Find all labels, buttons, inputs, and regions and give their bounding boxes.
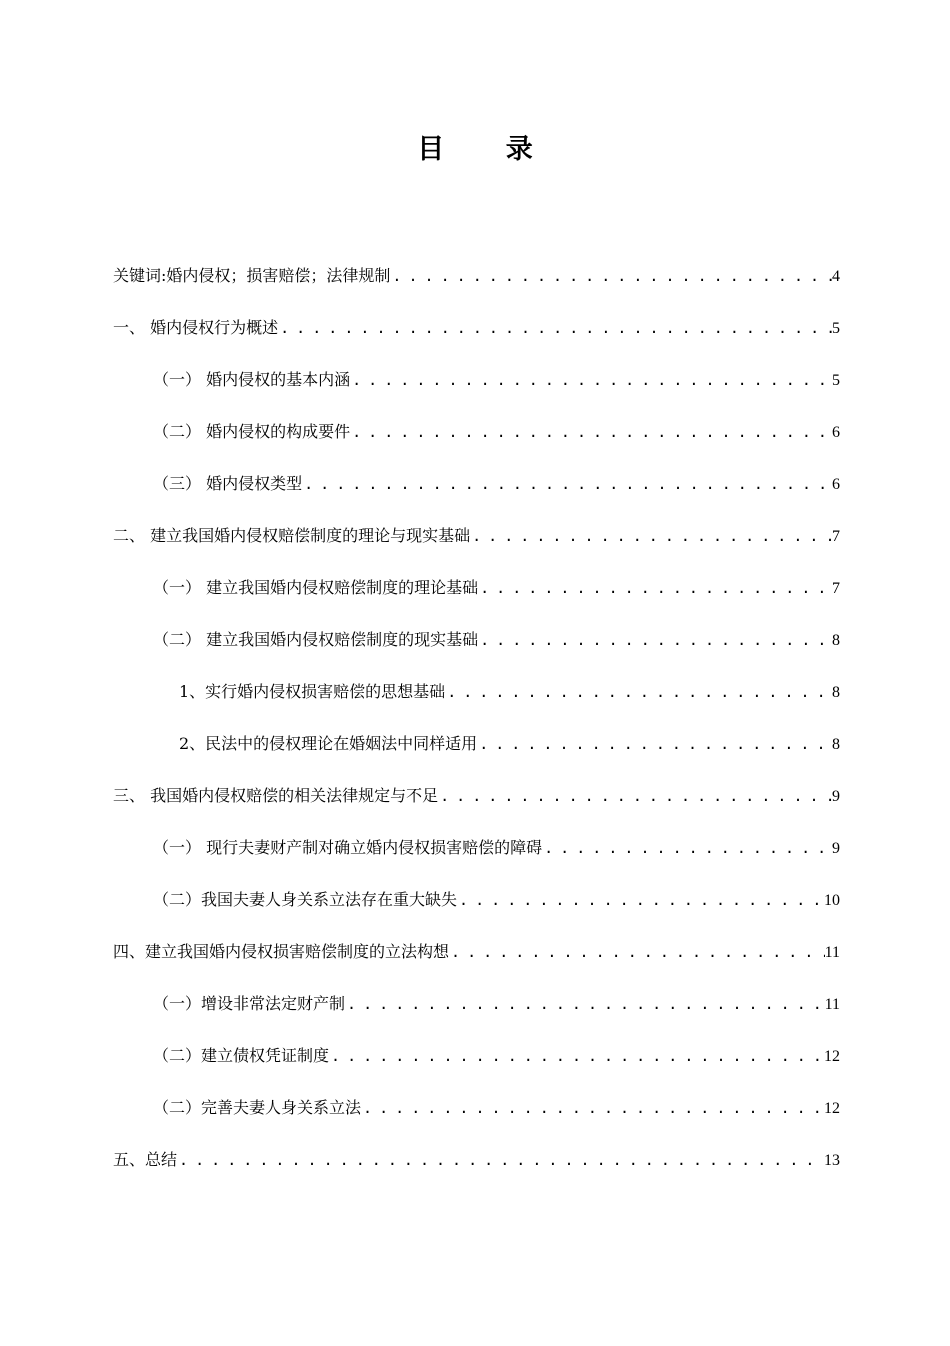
toc-entry-text: （二）建立债权凭证制度 <box>153 1046 330 1065</box>
toc-title: 目 录 <box>417 134 559 165</box>
toc-dot-leader <box>345 989 825 1019</box>
toc-dot-leader <box>390 261 832 291</box>
toc-entry[interactable] <box>113 729 840 781</box>
toc-entry-text: 二、 建立我国婚内侵权赔偿制度的理论与现实基础 <box>113 526 471 545</box>
toc-page-number: 12 <box>824 1048 840 1065</box>
toc-page-number: 9 <box>832 840 840 857</box>
toc-page-number: 9 <box>832 788 840 805</box>
toc-entry[interactable] <box>113 1145 840 1197</box>
toc-dot-leader <box>302 469 832 499</box>
toc-entry[interactable] <box>113 833 840 885</box>
toc-entry-text: 三、 我国婚内侵权赔偿的相关法律规定与不足 <box>113 786 439 805</box>
toc-page-number: 11 <box>824 944 840 961</box>
toc-entry[interactable] <box>113 521 840 573</box>
toc-entry[interactable] <box>113 989 840 1041</box>
toc-entry[interactable] <box>113 625 840 677</box>
toc-entry[interactable] <box>113 469 840 521</box>
toc-page-number: 13 <box>824 1152 840 1169</box>
toc-entry[interactable] <box>113 573 840 625</box>
toc-dot-leader <box>278 313 832 343</box>
toc-dot-leader <box>457 885 824 915</box>
table-of-contents <box>113 261 840 1197</box>
toc-dot-leader <box>478 573 832 603</box>
toc-page-number: 5 <box>832 320 840 337</box>
toc-entry[interactable] <box>113 261 840 313</box>
toc-page-number: 7 <box>832 580 840 597</box>
toc-entry-text: （三） 婚内侵权类型 <box>153 474 303 493</box>
toc-dot-leader <box>477 729 832 759</box>
toc-dot-leader <box>445 677 832 707</box>
toc-entry[interactable] <box>113 885 840 937</box>
toc-dot-leader <box>350 417 832 447</box>
toc-dot-leader <box>329 1041 824 1071</box>
toc-entry-text: （一） 建立我国婚内侵权赔偿制度的理论基础 <box>153 578 479 597</box>
toc-entry-text: 四、建立我国婚内侵权损害赔偿制度的立法构想 <box>113 942 450 961</box>
toc-page-number: 11 <box>824 996 840 1013</box>
toc-entry-text: （二） 建立我国婚内侵权赔偿制度的现实基础 <box>153 630 479 649</box>
toc-dot-leader <box>438 781 832 811</box>
toc-page-number: 10 <box>824 892 840 909</box>
toc-dot-leader <box>478 625 832 655</box>
toc-entry-text: （二） 婚内侵权的构成要件 <box>153 422 351 441</box>
toc-entry[interactable] <box>113 677 840 729</box>
toc-entry[interactable] <box>113 1093 840 1145</box>
toc-page-number: 8 <box>832 684 840 701</box>
toc-entry[interactable] <box>113 781 840 833</box>
toc-dot-leader <box>542 833 832 863</box>
toc-entry[interactable] <box>113 1041 840 1093</box>
toc-page-number: 7 <box>832 528 840 545</box>
toc-entry-text: （一） 婚内侵权的基本内涵 <box>153 370 351 389</box>
toc-entry-text: （一） 现行夫妻财产制对确立婚内侵权损害赔偿的障碍 <box>153 838 543 857</box>
toc-entry-text: 五、总结 <box>113 1150 178 1169</box>
toc-page-number: 6 <box>832 424 840 441</box>
toc-dot-leader <box>350 365 832 395</box>
toc-page-number: 8 <box>832 632 840 649</box>
toc-dot-leader <box>361 1093 824 1123</box>
toc-entry[interactable] <box>113 937 840 989</box>
toc-page-number: 12 <box>824 1100 840 1117</box>
toc-entry-text: 2、民法中的侵权理论在婚姻法中同样适用 <box>179 734 478 753</box>
toc-entry-text: 1、实行婚内侵权损害赔偿的思想基础 <box>179 682 446 701</box>
toc-dot-leader <box>449 937 825 967</box>
toc-page-number: 5 <box>832 372 840 389</box>
toc-entry-text: （一）增设非常法定财产制 <box>153 994 346 1013</box>
toc-page-number: 6 <box>832 476 840 493</box>
toc-page-number: 8 <box>832 736 840 753</box>
toc-entry-text: （二）完善夫妻人身关系立法 <box>153 1098 362 1117</box>
toc-entry-text: 一、 婚内侵权行为概述 <box>113 318 279 337</box>
toc-dot-leader <box>177 1145 824 1175</box>
toc-entry[interactable] <box>113 417 840 469</box>
toc-page-number: 4 <box>832 268 840 285</box>
toc-entry[interactable] <box>113 365 840 417</box>
toc-dot-leader <box>470 521 832 551</box>
toc-entry[interactable] <box>113 313 840 365</box>
toc-entry-text: 关键词:婚内侵权；损害赔偿；法律规制 <box>113 266 391 285</box>
toc-entry-text: （二）我国夫妻人身关系立法存在重大缺失 <box>153 890 458 909</box>
